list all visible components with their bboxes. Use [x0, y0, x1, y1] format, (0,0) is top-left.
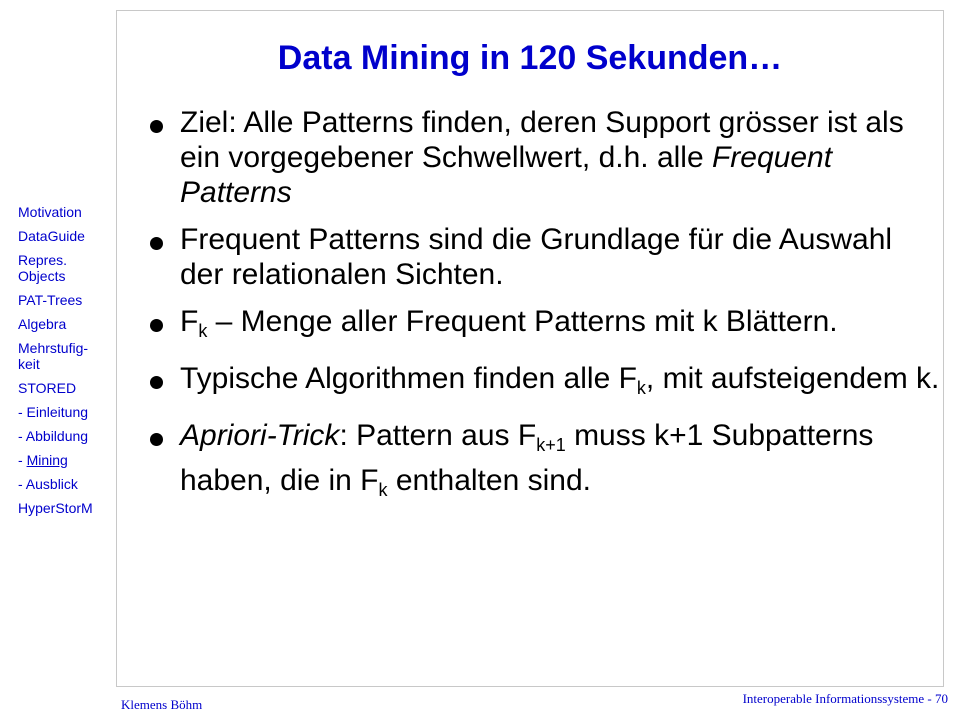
nav-item-ausblick[interactable]: - Ausblick [18, 476, 78, 492]
bullet-text: : Pattern aus F [339, 419, 537, 452]
footer-author: Klemens Böhm [121, 697, 203, 712]
bullet-item [150, 304, 940, 349]
subscript: k+1 [536, 435, 566, 455]
bullet-text: – Menge aller Frequent Patterns mit k Blättern. [207, 305, 838, 338]
bullet-list [150, 105, 940, 520]
nav-link-mining[interactable]: Mining [26, 452, 68, 468]
bullet-dot-icon [150, 319, 163, 332]
bullet-item [150, 418, 940, 508]
nav-item-mining [18, 452, 118, 468]
slide-title: Data Mining in 120 Sekunden… [277, 39, 783, 77]
bullet-text: Frequent Patterns sind die Grundlage für die Auswahl der relationalen Sichten. [180, 223, 893, 291]
bullet-italic: Frequent Patterns [180, 141, 833, 209]
bullet-item [150, 105, 940, 210]
nav-item-einleitung[interactable]: - Einleitung [18, 404, 89, 420]
nav-item-stored[interactable]: STORED [18, 380, 77, 396]
nav-item-mehrstufigkeit[interactable]: Mehrstufig- keit [18, 340, 89, 372]
nav-item-abbildung[interactable]: - Abbildung [18, 428, 89, 444]
sidebar-nav [18, 204, 118, 524]
bullet-text: , mit aufsteigendem k. [645, 362, 940, 395]
nav-item-dataguide[interactable]: DataGuide [18, 228, 85, 244]
subscript: k [636, 378, 646, 398]
nav-item-mining-prefix: - [18, 452, 27, 468]
bullet-item [150, 361, 940, 406]
bullet-dot-icon [150, 120, 163, 133]
nav-item-motivation[interactable]: Motivation [18, 204, 82, 220]
nav-item-hyperstorm[interactable]: HyperStorM [18, 500, 93, 516]
bullet-item [150, 222, 940, 292]
bullet-dot-icon [150, 433, 163, 446]
bullet-dot-icon [150, 237, 163, 250]
bullet-italic: Apriori-Trick [180, 419, 340, 452]
bullet-text: muss k+1 Subpatterns haben, die in F [180, 419, 874, 497]
nav-item-algebra[interactable]: Algebra [18, 316, 67, 332]
bullet-dot-icon [150, 376, 163, 389]
subscript: k [378, 480, 388, 500]
nav-item-repres-objects[interactable]: Repres. Objects [18, 252, 68, 284]
subscript: k [198, 321, 208, 341]
bullet-text: Typische Algorithmen finden alle F [180, 362, 637, 395]
bullet-text: enthalten sind. [387, 464, 591, 497]
nav-item-pat-trees[interactable]: PAT-Trees [18, 292, 83, 308]
footer-course: Interoperable Informationssysteme - 70 [742, 691, 948, 706]
bullet-text: Ziel: Alle Patterns finden, deren Support grösser ist als ein vorgegebener Schwellwert, d.h. alle [180, 106, 904, 174]
bullet-text: F [180, 305, 199, 338]
